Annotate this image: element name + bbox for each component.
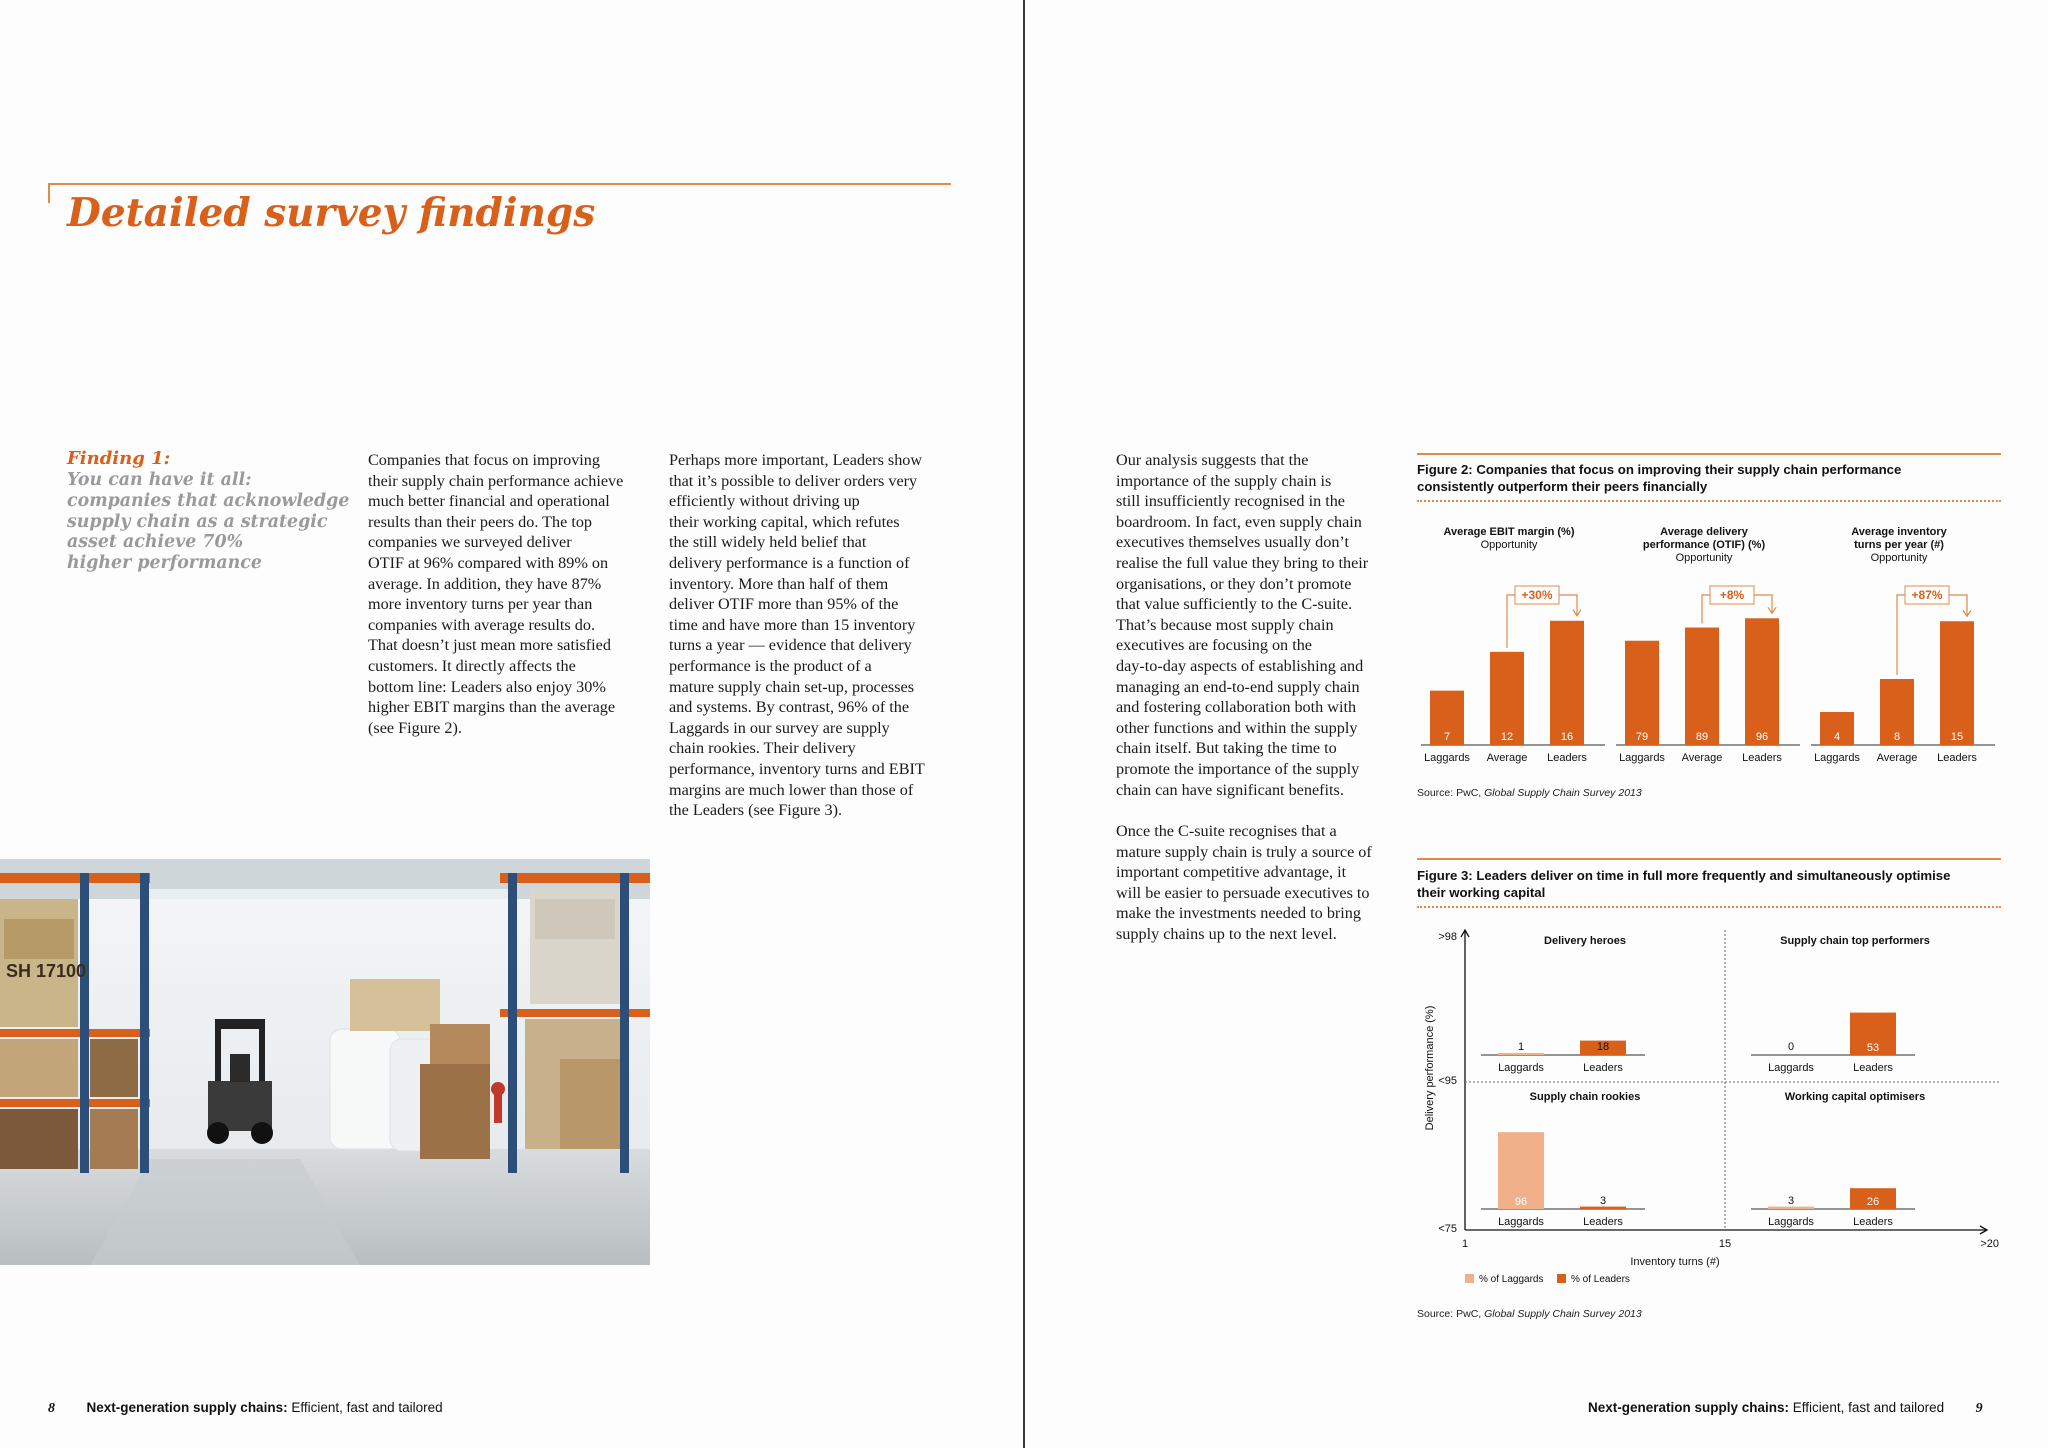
text-line: other functions and within the supply	[1116, 718, 1358, 737]
y-tick-label: >98	[1438, 931, 1457, 943]
bar	[1498, 1053, 1544, 1055]
text-line: and fostering collaboration both with	[1116, 698, 1357, 717]
text-line: day-to-day aspects of establishing and	[1116, 656, 1364, 675]
page-number: 8	[48, 1401, 55, 1416]
bar-value-label: 96	[1755, 731, 1769, 743]
y-axis-label: Delivery performance (%)	[1424, 1005, 1436, 1131]
text-line: that value sufficiently to the C-suite.	[1116, 595, 1353, 614]
footer-left	[48, 1400, 443, 1417]
text-line: mature supply chain is truly a source of	[1116, 842, 1372, 861]
category-label: Average	[1486, 752, 1528, 764]
text-line: supply chains up to the next level.	[1116, 924, 1337, 943]
text-line: (see Figure 2).	[368, 718, 462, 737]
figure3-chart	[1417, 918, 2001, 1288]
warehouse-photo	[0, 859, 650, 1265]
text-line: bottom line: Leaders also enjoy 30%	[368, 677, 606, 696]
figure2-source	[1417, 787, 1642, 799]
figure-title-line: consistently outperform their peers financially	[1417, 479, 1708, 494]
body-column-3a	[1116, 450, 1416, 800]
panel-subtitle: Opportunity	[1675, 552, 1733, 564]
bar-value-label: 8	[1893, 731, 1901, 743]
text-line: make the investments needed to bring	[1116, 904, 1361, 923]
opportunity-label: +87%	[1911, 588, 1943, 602]
page-number: 9	[1975, 1401, 1983, 1416]
category-label: Laggards	[1424, 752, 1470, 764]
figure2-chart	[1417, 515, 2001, 775]
source-title: Global Supply Chain Survey 2013	[1484, 787, 1642, 799]
x-tick-label: 15	[1718, 1238, 1732, 1250]
panel-title: Average inventory	[1851, 526, 1947, 538]
text-line: promote the importance of the supply	[1116, 759, 1360, 778]
bar-value-label: 4	[1833, 731, 1841, 743]
text-line: and systems. By contrast, 96% of the	[669, 698, 910, 717]
text-line: That’s because most supply chain	[1116, 615, 1334, 634]
text-line: higher EBIT margins than the average	[368, 698, 616, 717]
x-tick-label: >20	[1980, 1238, 1999, 1250]
text-line: still insufficiently recognised in the	[1116, 492, 1345, 511]
body-column-1	[368, 450, 658, 738]
text-line: organisations, or they don’t promote	[1116, 574, 1352, 593]
quadrant-title: Supply chain top performers	[1780, 935, 1930, 947]
source-prefix: Source: PwC,	[1417, 1308, 1485, 1320]
finding-line: higher performance	[67, 553, 262, 574]
figure3-title	[1417, 867, 2001, 901]
panel-title: turns per year (#)	[1854, 539, 1944, 551]
figure-title-line: Figure 2: Companies that focus on improving their supply chain performance	[1417, 462, 1902, 477]
left-page	[0, 0, 1023, 1448]
legend-label: % of Leaders	[1571, 1274, 1630, 1285]
warehouse-illustration	[0, 859, 650, 1265]
bar-value-label: 1	[1517, 1041, 1525, 1053]
bar-value-label: 12	[1500, 731, 1514, 743]
finding-line: You can have it all:	[67, 470, 252, 490]
y-tick-label: <95	[1438, 1075, 1457, 1087]
figure-title-line: Figure 3: Leaders deliver on time in full more frequently and simultaneously optimise	[1417, 868, 1951, 883]
bar-value-label: 79	[1635, 731, 1649, 743]
bar-value-label: 7	[1443, 731, 1451, 743]
right-page	[1025, 0, 2048, 1448]
text-line: mature supply chain set-up, processes	[669, 677, 914, 696]
panel-title: Average EBIT margin (%)	[1443, 526, 1575, 538]
figure2-rule	[1417, 453, 2001, 455]
category-label: Laggards	[1768, 1062, 1814, 1074]
bar-value-label: 96	[1514, 1196, 1528, 1208]
text-line: Perhaps more important, Leaders show	[669, 451, 923, 469]
quadrant-title: Delivery heroes	[1544, 935, 1626, 947]
text-line: importance of the supply chain is	[1116, 471, 1332, 490]
text-line: Laggards in our survey are supply	[669, 718, 890, 737]
text-line: That doesn’t just mean more satisfied	[368, 636, 611, 655]
bar	[1685, 628, 1719, 745]
source-title: Global Supply Chain Survey 2013	[1484, 1308, 1642, 1320]
text-line: efficiently without driving up	[669, 492, 860, 511]
text-line: that it’s possible to deliver orders very	[669, 471, 918, 490]
category-label: Laggards	[1768, 1216, 1814, 1228]
page-title: Detailed survey findings	[67, 190, 596, 236]
category-label: Laggards	[1619, 752, 1665, 764]
x-axis-label: Inventory turns (#)	[1630, 1256, 1720, 1268]
figure3-source	[1417, 1308, 1642, 1320]
finding-line: supply chain as a strategic	[67, 511, 328, 532]
category-label: Leaders	[1583, 1062, 1623, 1074]
text-line: performance is the product of a	[669, 656, 872, 675]
text-line: realise the full value they bring to their	[1116, 553, 1369, 572]
finding-callout	[67, 470, 350, 574]
text-line: the still widely held belief that	[669, 533, 867, 552]
panel-title: performance (OTIF) (%)	[1642, 539, 1766, 551]
text-line: chain itself. But taking the time to	[1116, 739, 1337, 758]
text-line: managing an end-to-end supply chain	[1116, 677, 1360, 696]
figure2-title	[1417, 461, 2001, 495]
source-prefix: Source: PwC,	[1417, 787, 1485, 799]
bar	[1550, 621, 1584, 745]
y-tick-label: <75	[1438, 1223, 1457, 1235]
text-line: important competitive advantage, it	[1116, 863, 1347, 882]
box-label: SH 17100	[6, 961, 87, 981]
x-tick-label: 1	[1461, 1238, 1469, 1250]
text-line: chain can have significant benefits.	[1116, 780, 1344, 799]
panel-subtitle: Opportunity	[1870, 552, 1928, 564]
body-column-2	[669, 450, 959, 821]
text-line: customers. It directly affects the	[368, 656, 576, 675]
figure2-divider	[1417, 500, 2001, 502]
text-line: executives are focusing on the	[1116, 636, 1312, 655]
legend-swatch-laggards	[1465, 1274, 1474, 1283]
bar-value-label: 3	[1787, 1195, 1795, 1207]
bar-value-label: 3	[1599, 1195, 1607, 1207]
figure3-rule	[1417, 858, 2001, 860]
bar-value-label: 15	[1950, 731, 1964, 743]
quadrant-title: Working capital optimisers	[1784, 1091, 1926, 1103]
footer-title: Efficient, fast and tailored	[287, 1400, 443, 1415]
panel-subtitle: Opportunity	[1480, 539, 1538, 551]
category-label: Leaders	[1742, 752, 1782, 764]
footer-title: Efficient, fast and tailored	[1789, 1400, 1945, 1415]
title-rule	[48, 183, 951, 185]
category-label: Leaders	[1937, 752, 1977, 764]
category-label: Laggards	[1498, 1062, 1544, 1074]
bar	[1940, 621, 1974, 745]
text-line: delivery performance is a function of	[669, 553, 910, 572]
quadrant-title: Supply chain rookies	[1529, 1091, 1641, 1103]
text-line: their working capital, which refutes	[669, 512, 900, 531]
category-label: Average	[1681, 752, 1723, 764]
bar	[1745, 618, 1779, 745]
bar-value-label: 53	[1866, 1042, 1880, 1054]
panel-title: Average delivery	[1660, 526, 1748, 538]
text-line: Companies that focus on improving	[368, 451, 600, 469]
body-column-3b	[1116, 821, 1416, 945]
opportunity-label: +30%	[1521, 588, 1553, 602]
text-line: results than their peers do. The top	[368, 512, 593, 531]
text-line: boardroom. In fact, even supply chain	[1116, 512, 1362, 531]
bar-value-label: 26	[1866, 1196, 1880, 1208]
text-line: Our analysis suggests that the	[1116, 451, 1309, 469]
bar-value-label: 18	[1596, 1041, 1610, 1053]
category-label: Leaders	[1547, 752, 1587, 764]
bar	[1625, 641, 1659, 745]
figure-title-line: their working capital	[1417, 885, 1546, 900]
text-line: the Leaders (see Figure 3).	[669, 801, 843, 820]
title-rule-tick	[48, 183, 50, 203]
footer-title-bold: Next-generation supply chains:	[1588, 1400, 1790, 1415]
category-label: Leaders	[1853, 1062, 1893, 1074]
text-line: chain rookies. Their delivery	[669, 739, 856, 758]
text-line: average. In addition, they have 87%	[368, 574, 602, 593]
text-line: inventory. More than half of them	[669, 574, 889, 593]
text-line: companies we surveyed deliver	[368, 533, 572, 552]
footer-right	[1588, 1400, 1983, 1417]
finding-label: Finding 1:	[67, 448, 171, 469]
text-line: executives themselves usually don’t	[1116, 533, 1350, 552]
bar-value-label: 16	[1560, 731, 1574, 743]
category-label: Leaders	[1853, 1216, 1893, 1228]
text-line: their supply chain performance achieve	[368, 471, 624, 490]
legend-label: % of Laggards	[1479, 1274, 1544, 1285]
text-line: margins are much lower than those of	[669, 780, 914, 799]
category-label: Laggards	[1498, 1216, 1544, 1228]
text-line: Once the C-suite recognises that a	[1116, 822, 1337, 840]
text-line: OTIF at 96% compared with 89% on	[368, 553, 609, 572]
text-line: companies with average results do.	[368, 615, 596, 634]
category-label: Leaders	[1583, 1216, 1623, 1228]
opportunity-label: +8%	[1719, 588, 1745, 602]
text-line: performance, inventory turns and EBIT	[669, 759, 925, 778]
bar-value-label: 89	[1695, 731, 1709, 743]
text-line: turns a year — evidence that delivery	[669, 636, 912, 655]
text-line: will be easier to persuade executives to	[1116, 883, 1370, 902]
text-line: much better financial and operational	[368, 492, 610, 511]
text-line: more inventory turns per year than	[368, 595, 593, 614]
finding-line: asset achieve 70%	[67, 532, 244, 553]
bar-value-label: 0	[1787, 1041, 1795, 1053]
text-line: deliver OTIF more than 95% of the	[669, 595, 899, 614]
legend-swatch-leaders	[1557, 1274, 1566, 1283]
category-label: Average	[1876, 752, 1918, 764]
finding-line: companies that acknowledge	[67, 490, 350, 511]
category-label: Laggards	[1814, 752, 1860, 764]
figure3-divider	[1417, 906, 2001, 908]
footer-title-bold: Next-generation supply chains:	[86, 1400, 288, 1415]
text-line: time and have more than 15 inventory	[669, 615, 916, 634]
